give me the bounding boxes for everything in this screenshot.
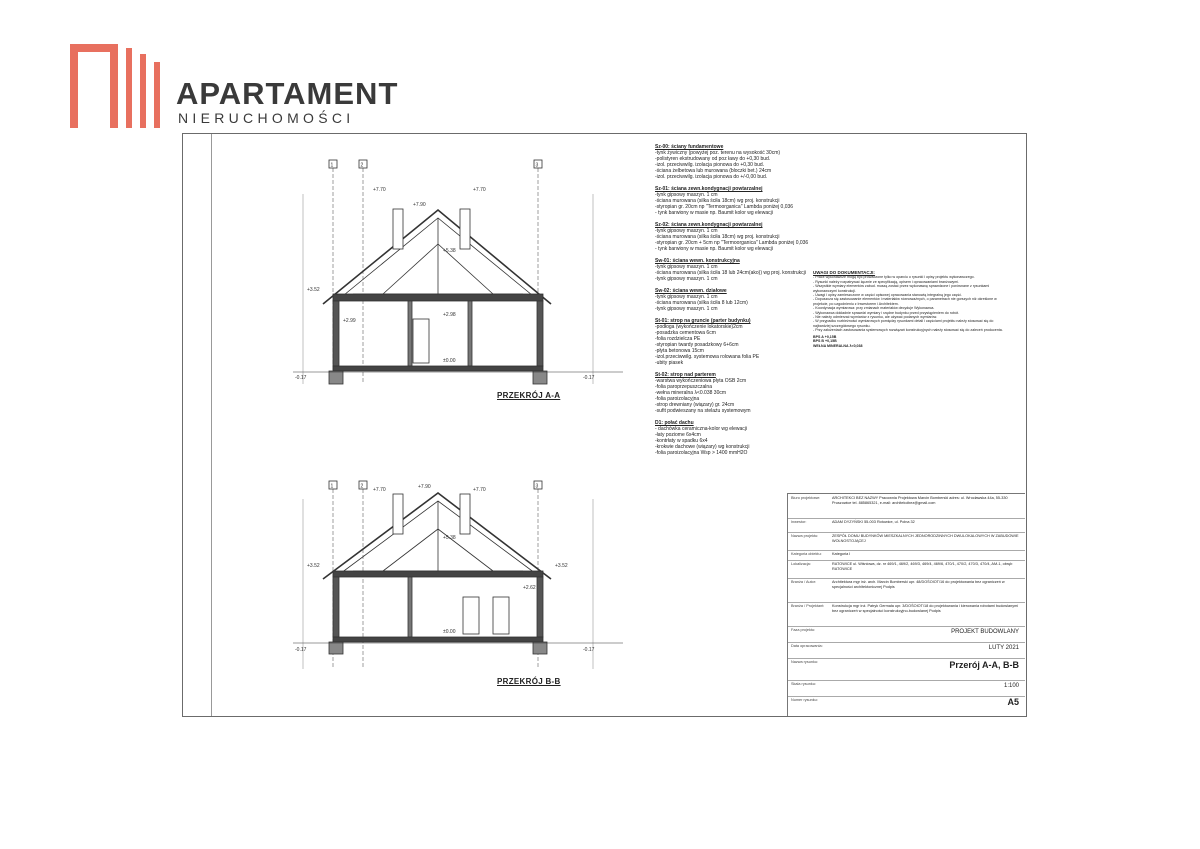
dim-b-eave-right: +7.70 <box>473 487 486 493</box>
note-title: St-01: strop na gruncie (parter budynku) <box>655 318 751 324</box>
dim-b-zero: ±0.00 <box>443 629 456 635</box>
note-title: Sw-02: ściana wewn. działowe <box>655 288 727 294</box>
dim-mid: +5.38 <box>443 248 456 254</box>
note-line: -izol. przeciwwilg. izolacja pionowa do +/-0,00 bud. <box>655 174 768 180</box>
note-line: -ściana murowana (silka ściła 18 lub 24cm(ako)) wg proj. konstrukcji <box>655 270 806 276</box>
tb-info-key: Inwestor: <box>791 520 807 524</box>
brand-tagline: NIERUCHOMOŚCI <box>178 110 355 126</box>
note-line: -styropian gr. 20cm np "Termoorganica" Lambda poniżej 0,036 <box>655 204 794 210</box>
tb-info-value: ARCHITEKCI BEZ NAZWY Pracownia Projektowa Marcin Bomberski adres: ul. Wrocławska 44a, 55-330 Pruszowice tel. 885865321, e-mail: architekcibez@gmail.com <box>832 496 1008 505</box>
dim-b-352: +3.52 <box>307 563 320 569</box>
grid-label-2: 2 <box>360 162 364 169</box>
dim-352: +3.52 <box>307 287 320 293</box>
grid-b-label-3: 3 <box>535 483 539 490</box>
tb-info-value: Konstrukcja mgr inż. Patryk Germała upr. 3/DOŚOIOT/18 do projektowania i kierowania robotami budowlanymi bez ograniczeń w specjalności konstrukcyjno-budowlanej Podpis <box>832 604 1019 613</box>
doc-note-line: - Koordynacja wymiarowa: przy zmianach materiałów decyduje Wykonawca. <box>813 306 935 311</box>
note-line: -polistyren ekstrudowany od poz ławy do +0,30 bud. <box>655 156 771 162</box>
tb-nazwa-key: Nazwa rysunku: <box>791 660 819 664</box>
dim-298: +2.98 <box>443 312 456 318</box>
tb-info-value: Architektura mgr inż. arch. Marcin Bomberski upr. 48/DOŚOIOT/16 do projektowania bez ograniczeń w specjalności architektonicznej Podpis <box>832 580 1005 589</box>
doc-note-tail: WEŁNA MINERALNA λ<0,038 <box>813 343 863 348</box>
note-line: -krokwie dachowe (wiązary) wg konstrukcji <box>655 444 750 450</box>
tb-info-key: Branża / Projektant: <box>791 604 825 608</box>
dim-eave-right: +7.70 <box>473 187 486 193</box>
doc-note-tail: BPS B +0,15B <box>813 339 837 344</box>
note-line: -folia paroizolacyjna <box>655 396 700 402</box>
note-block <box>655 144 825 180</box>
dim-b-352-right: +3.52 <box>555 563 568 569</box>
note-line: -strop drewniany (wiązary) gr. 24cm <box>655 402 735 408</box>
binding-margin-line <box>211 134 212 716</box>
dim-b-mid: +5.38 <box>443 535 456 541</box>
note-line: -ściana żelbetowa lub murowana (bloczki bet.) 24cm <box>655 168 772 174</box>
note-line: -tynk gipsowy maszyn. 1 cm <box>655 306 718 312</box>
tb-data-row <box>788 642 1025 659</box>
tb-info-key: Kategoria obiektu: <box>791 552 822 556</box>
note-block <box>655 372 825 414</box>
doc-note-line: - Przy założeniach zastosowania systemowych rozwiązań konstrukcyjnych należy stosować się do zaleceń producenta. <box>813 328 1003 333</box>
title-block <box>787 493 1025 716</box>
note-line: -posadzka cementowa 6cm <box>655 330 716 336</box>
dim-b-neg: -0.17 <box>295 647 307 653</box>
tb-skala: 1:100 <box>1003 683 1019 689</box>
section-b-drawing <box>293 479 623 679</box>
note-line: -warstwa wykończeniowa płyta OSB 2cm <box>655 378 747 384</box>
doc-note-line: - Prace wykonawcze mogą być prowadzone tylko w oparciu o rysunki i opisy projektu wykonawczego. <box>813 275 975 280</box>
dim-ridge: +7.90 <box>413 202 426 208</box>
tb-faza: PROJEKT BUDOWLANY <box>951 629 1019 635</box>
tb-info-row <box>788 602 1025 627</box>
doc-note-line: - Rysunki należy rozpatrywać łącznie ze specyfikacją, opisem i opracowaniami branżowymi. <box>813 279 960 284</box>
tb-info-value: Kategoria I <box>832 552 851 556</box>
doc-note-line: - Nie należy odmierzać wymiarów z rysunku, ale używać podanych wymiarów. <box>813 315 938 320</box>
note-line: -tynk gipsowy maszyn. 1 cm <box>655 294 718 300</box>
note-line: -folia rozdzielcza PE <box>655 336 701 342</box>
dim-299: +2.99 <box>343 318 356 324</box>
note-line: - tynk barwiony w masie np. Baumit kolor wg elewacji <box>655 210 773 216</box>
material-notes <box>655 144 825 462</box>
tb-skala-key: Skala rysunku: <box>791 682 816 686</box>
tb-info-key: Nazwa projektu: <box>791 534 819 538</box>
doc-note-line: - Wszystkie wymiary elementów zabud. muszą zostać przez wykonawcę sprawdzone i porównane z rysunkami wykonawczymi konstrukcji. <box>813 284 990 293</box>
tb-nr: A5 <box>1007 697 1019 707</box>
brand-logo <box>70 44 399 134</box>
tb-info-key: Biuro projektowe: <box>791 496 821 500</box>
note-line: -tynk gipsowy maszyn. 1 cm <box>655 276 718 282</box>
note-title: St-02: strop nad parterem <box>655 372 716 378</box>
note-line: -ściana murowana (silka ściła 18cm) wg proj. konstrukcji <box>655 234 780 240</box>
note-line: -tynk gipsowy maszyn. 1 cm <box>655 228 718 234</box>
tb-data: LUTY 2021 <box>988 645 1019 651</box>
note-line: -płyta betonowa 15cm <box>655 348 704 354</box>
note-line: -wełna mineralna λ<0.038 30cm <box>655 390 727 396</box>
note-line: -izol. przeciwwilg. izolacja pionowa do +0,30 bud. <box>655 162 765 168</box>
note-title: Sz-02: ściana zewn.kondygnacji powtarzalnej <box>655 222 763 228</box>
note-line: - dachówka ceramiczna-kolor wg elewacji <box>655 426 747 432</box>
tb-nazwa: Przerój A-A, B-B <box>949 660 1019 670</box>
tb-info-row <box>788 578 1025 603</box>
tb-info-row <box>788 518 1025 533</box>
drawing-sheet <box>182 133 1027 717</box>
tb-info-row <box>788 494 1025 519</box>
section-a-drawing <box>293 154 623 394</box>
tb-info-value: RATOWICE ul. Wiśniowa, dz. nr 469/1, 469/2, 469/3, 469/4, 469/6, 470/1, 470/2, 470/3, 470/4, AM-1, obręb RATOWICE <box>832 562 1013 571</box>
note-title: Sz-00: ściany fundamentowe <box>655 144 724 150</box>
dim-b-ridge: +7.90 <box>418 484 431 490</box>
section-a-label: PRZEKRÓJ A-A <box>497 391 561 400</box>
note-line: -styropian twardy posadzkowy 6+6cm <box>655 342 739 348</box>
note-title: Sw-01: ściana wewn. konstrukcyjna <box>655 258 740 264</box>
tb-info-value: ADAM DYZYŃSKI 55-003 Rotowice, ul. Polna 32 <box>832 520 915 524</box>
doc-note-line: - Uwagi i opisy zamieszczone w części opisowej opracowania stanowią integralną jego część. <box>813 293 963 298</box>
tb-info-key: Lokalizacja: <box>791 562 811 566</box>
grid-b-label-2: 2 <box>360 483 364 490</box>
dim-eave-left: +7.70 <box>373 187 386 193</box>
note-line: -ściana murowana (silka ściła 8 lub 12cm) <box>655 300 748 306</box>
dim-b-neg-2: -0.17 <box>583 647 595 653</box>
doc-note-line: - Dopuszcza się zastosowanie elementów i materiałów równoważnych, o parametrach nie gorszych niż określone w projekcie, po uzgodnieniu z Inwestorem i Architektem. <box>813 297 997 306</box>
note-line: -ściana murowana (silka ściła 18cm) wg proj. konstrukcji <box>655 198 780 204</box>
note-line: -ubity piasek <box>655 360 684 366</box>
tb-nazwa-row <box>788 658 1025 681</box>
doc-note-line: - W przypadku rozbieżności wymiarowych pomiędzy rysunkami detali i częściami projektu należy stosować się do najbardziej szczegółowego rysunku. <box>813 319 994 328</box>
note-title: D1: połać dachu <box>655 420 694 426</box>
grid-b-label-1: 1 <box>330 483 334 490</box>
note-line: -tynk żywiczny (powyżej poz. terenu na wysokość 30cm) <box>655 150 781 156</box>
section-b-label: PRZEKRÓJ B-B <box>497 677 561 686</box>
brand-name: APARTAMENT <box>176 76 399 111</box>
note-block <box>655 222 825 252</box>
note-line: -kontrłaty w spadku 6x4 <box>655 438 708 444</box>
note-line: -folia paroprzepuszczalna <box>655 384 712 390</box>
note-line: -folia paroizolacyjna Wsp > 1400 mmH2O <box>655 450 748 456</box>
tb-faza-key: Faza projektu: <box>791 628 816 632</box>
tb-info-row <box>788 560 1025 579</box>
note-block <box>655 258 825 282</box>
tb-data-key: Data opracowania: <box>791 644 823 648</box>
doc-notes-title: UWAGI DO DOKUMENTACJI: <box>813 270 875 275</box>
note-line: -łaty poziome 6x4cm <box>655 432 701 438</box>
note-line: -tynk gipsowy maszyn. 1 cm <box>655 264 718 270</box>
dim-neg: -0.17 <box>295 375 307 381</box>
doc-note-line: - Wykonawca dokładnie sprawdzi wymiary i rzędne budynku przed przystąpieniem do robót. <box>813 310 959 315</box>
tb-info-value: ZESPÓŁ DOMU BUDYNKÓW MIESZKALNYCH JEDNORODZINNYCH DWULOKALOWYCH W ZABUDOWIE WOLNOSTOJĄCEJ <box>832 534 1019 543</box>
tb-info-row <box>788 532 1025 551</box>
note-block <box>655 186 825 216</box>
note-line: -sufit podwieszany na stelażu systemowym <box>655 408 751 414</box>
tb-nr-key: Numer rysunku: <box>791 698 818 702</box>
grid-label-1: 1 <box>330 162 334 169</box>
note-line: - tynk barwiony w masie np. Baumit kolor wg elewacji <box>655 246 773 252</box>
tb-nr-row <box>788 696 1025 715</box>
note-line: -izol.przeciwwilg. systemowa rolowana folia PE <box>655 354 760 360</box>
note-block <box>655 318 825 366</box>
grid-label-3: 3 <box>535 162 539 169</box>
documentation-notes <box>813 271 1003 348</box>
tb-skala-row <box>788 680 1025 697</box>
note-block <box>655 288 825 312</box>
tb-info-key: Branża / Autor: <box>791 580 817 584</box>
dim-b-eave-left: +7.70 <box>373 487 386 493</box>
note-line: -tynk gipsowy maszyn. 1 cm <box>655 192 718 198</box>
note-line: -styropian gr. 20cm + 5cm np "Termoorganica" Lambda poniżej 0,036 <box>655 240 809 246</box>
logo-mark-icon <box>70 44 170 130</box>
note-title: Sz-01: ściana zewn.kondygnacji powtarzalnej <box>655 186 763 192</box>
dim-neg-2: -0.17 <box>583 375 595 381</box>
note-line: -podłoga (wykończenie lokatorskie)2cm <box>655 324 743 330</box>
doc-note-tail: BPS A +0,15B <box>813 334 837 339</box>
note-block <box>655 420 825 456</box>
dim-b-262: +2.62 <box>523 585 536 591</box>
tb-faza-row <box>788 626 1025 643</box>
dim-zero: ±0.00 <box>443 358 456 364</box>
